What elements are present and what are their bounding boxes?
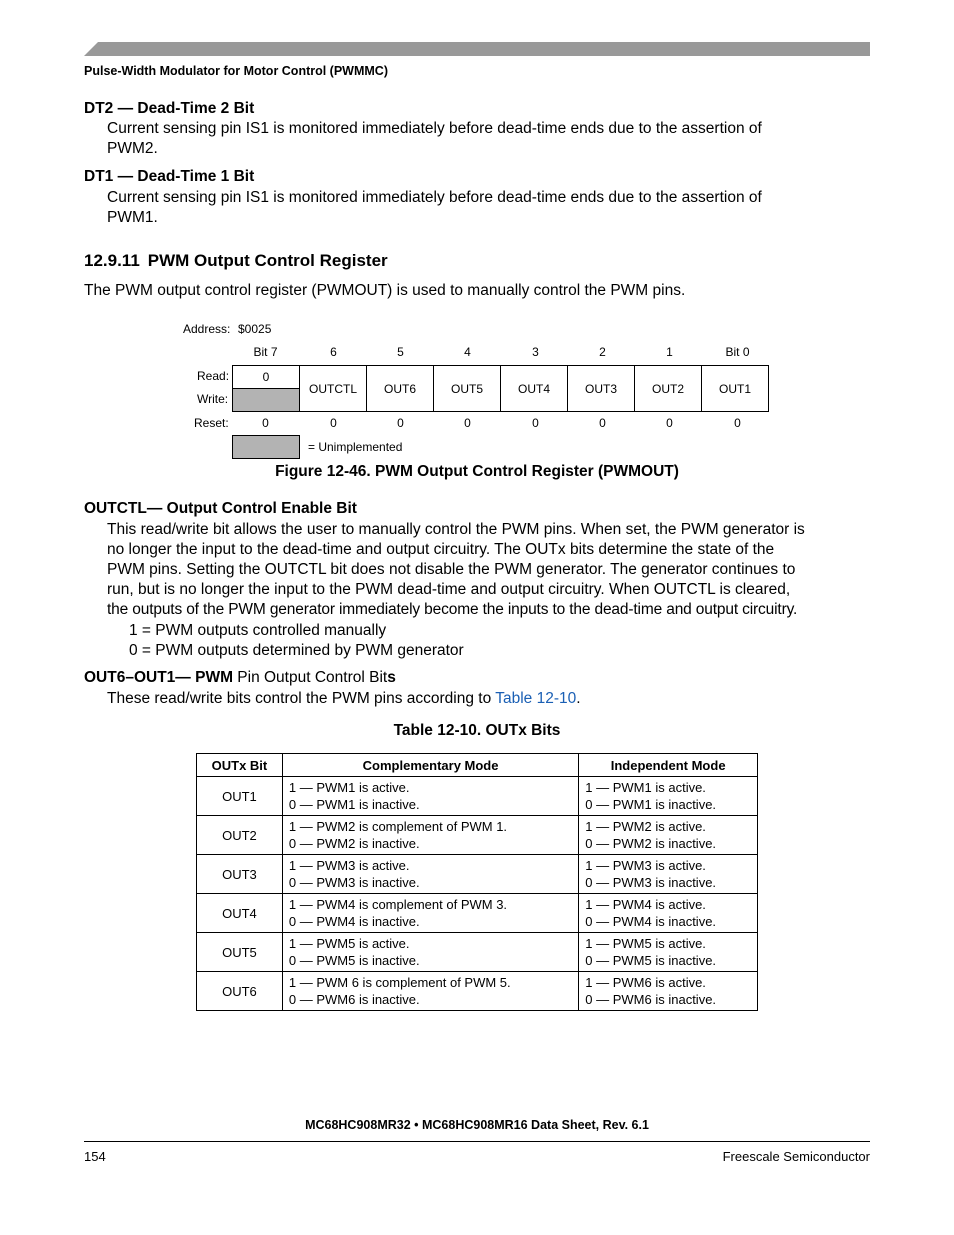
table-row [197,855,758,894]
dt1-description [107,188,872,228]
out-bits-description [107,690,581,708]
out-bits-heading-end: s [387,669,396,686]
comp-active: 1 — PWM 6 is complement of PWM 5. [288,975,511,990]
bit-name: OUT6 [197,972,283,1011]
outctl-description [107,520,877,620]
footer-company: Freescale Semiconductor [722,1149,870,1164]
bit-label-2: 2 [599,345,606,359]
independent-cell [579,777,758,816]
ind-inactive: 0 — PWM1 is inactive. [585,797,717,812]
bit-name: OUT1 [197,777,283,816]
bit-label-1: 1 [666,345,673,359]
comp-active: 1 — PWM4 is complement of PWM 3. [288,897,508,912]
unimplemented-legend: = Unimplemented [308,440,403,454]
ind-inactive: 0 — PWM5 is inactive. [585,953,717,968]
comp-inactive: 0 — PWM3 is inactive. [288,875,420,890]
independent-cell [579,972,758,1011]
independent-cell [579,894,758,933]
comp-inactive: 0 — PWM4 is inactive. [288,914,420,929]
bit-label-0: Bit 0 [725,345,750,359]
bit-label-4: 4 [464,345,471,359]
header-outx-bit: OUTx Bit [197,754,283,777]
field-out3: OUT3 [568,366,635,412]
independent-cell [579,816,758,855]
field-out1: OUT1 [702,366,769,412]
figure-caption: Figure 12-46. PWM Output Control Register (PWMOUT) [275,463,679,480]
reset-bit0: 0 [734,416,741,430]
comp-active: 1 — PWM3 is active. [288,858,410,873]
field-out4: OUT4 [501,366,568,412]
outctl-options [129,621,464,661]
ind-inactive: 0 — PWM3 is inactive. [585,875,717,890]
dt1-heading: DT1 — Dead-Time 1 Bit [84,168,255,185]
table-header-row [197,754,758,777]
bit-label-3: 3 [532,345,539,359]
address-label: Address: [183,322,231,336]
comp-inactive: 0 — PWM1 is inactive. [288,797,420,812]
bit-label-6: 6 [330,345,337,359]
outctl-line-4: run, but is no longer the input to the PWM dead-time and output circuitry. When OUTCTL is cleared, [107,581,791,598]
dt2-line-1: Current sensing pin IS1 is monitored immediately before dead-time ends due to the assertion of [107,120,762,137]
table-caption: Table 12-10. OUTx Bits [393,722,561,739]
bit-label-7: Bit 7 [253,345,278,359]
bit-name: OUT5 [197,933,283,972]
comp-active: 1 — PWM2 is complement of PWM 1. [288,819,508,834]
bit7-read-cell: 0 [233,366,300,389]
out-bits-heading [84,669,396,687]
bit-name: OUT3 [197,855,283,894]
outctl-line-3: PWM pins. Setting the OUTCTL bit does not disable the PWM generator. The generator continues to [107,561,796,578]
dt2-heading: DT2 — Dead-Time 2 Bit [84,100,255,117]
comp-inactive: 0 — PWM2 is inactive. [288,836,420,851]
footer-rule [84,1141,870,1142]
complementary-cell [282,855,578,894]
running-head: Pulse-Width Modulator for Motor Control (PWMMC) [84,64,388,78]
comp-inactive: 0 — PWM6 is inactive. [288,992,420,1007]
complementary-cell [282,894,578,933]
page-number: 154 [84,1149,106,1164]
out-bits-text-after: . [576,690,581,707]
reset-bit6: 0 [330,416,337,430]
bit-name: OUT2 [197,816,283,855]
read-label: Read: [197,369,230,383]
section-title [84,251,388,271]
field-outctl: OUTCTL [300,366,367,412]
dt2-line-2: PWM2. [107,140,158,157]
outctl-heading: OUTCTL— Output Control Enable Bit [84,500,357,517]
section-name: PWM Output Control Register [147,251,388,270]
bit7-write-unimplemented [233,389,300,412]
reset-bit5: 0 [397,416,404,430]
dt1-line-2: PWM1. [107,209,158,226]
outctl-option-0: 0 = PWM outputs determined by PWM generator [129,642,464,659]
ind-active: 1 — PWM1 is active. [585,780,706,795]
out-bits-heading-bold: OUT6–OUT1— PWM [84,669,233,686]
table-row [197,972,758,1011]
register-diagram [232,365,769,412]
outx-bits-table [196,753,758,1011]
table-row [197,777,758,816]
comp-active: 1 — PWM5 is active. [288,936,410,951]
field-out2: OUT2 [635,366,702,412]
reset-bit4: 0 [464,416,471,430]
section-intro: The PWM output control register (PWMOUT) is used to manually control the PWM pins. [84,282,686,299]
outctl-line-2: no longer the input to the dead-time and output circuitry. The OUTx bits determine the state of the [107,541,775,558]
comp-active: 1 — PWM1 is active. [288,780,410,795]
outctl-line-5: the outputs of the PWM generator immediately become the inputs to the dead-time and output circuitry. [107,601,798,618]
ind-inactive: 0 — PWM6 is inactive. [585,992,717,1007]
reset-bit2: 0 [599,416,606,430]
outctl-option-1: 1 = PWM outputs controlled manually [129,622,387,639]
reset-label: Reset: [194,416,229,430]
address-value: $0025 [238,322,272,336]
independent-cell [579,855,758,894]
dt1-line-1: Current sensing pin IS1 is monitored immediately before dead-time ends due to the assertion of [107,189,762,206]
dt2-description [107,119,872,159]
comp-inactive: 0 — PWM5 is inactive. [288,953,420,968]
field-out6: OUT6 [367,366,434,412]
reset-bit3: 0 [532,416,539,430]
ind-active: 1 — PWM4 is active. [585,897,706,912]
table-12-10-link[interactable]: Table 12-10 [495,690,577,707]
bit-label-5: 5 [397,345,404,359]
complementary-cell [282,972,578,1011]
complementary-cell [282,816,578,855]
ind-inactive: 0 — PWM2 is inactive. [585,836,717,851]
bit-name: OUT4 [197,894,283,933]
header-complementary-mode: Complementary Mode [282,754,578,777]
ind-active: 1 — PWM6 is active. [585,975,706,990]
field-out5: OUT5 [434,366,501,412]
ind-active: 1 — PWM3 is active. [585,858,706,873]
footer-doc-title: MC68HC908MR32 • MC68HC908MR16 Data Sheet, Rev. 6.1 [305,1118,649,1132]
complementary-cell [282,933,578,972]
header-independent-mode: Independent Mode [579,754,758,777]
out-bits-heading-normal: Pin Output Control Bit [232,669,388,686]
independent-cell [579,933,758,972]
outctl-line-1: This read/write bit allows the user to manually control the PWM pins. When set, the PWM generator is [107,521,805,538]
table-row [197,816,758,855]
unimplemented-swatch [232,435,300,459]
ind-inactive: 0 — PWM4 is inactive. [585,914,717,929]
reset-bit1: 0 [666,416,673,430]
write-label: Write: [197,392,229,406]
section-number: 12.9.11 [84,251,140,270]
header-banner [84,42,870,56]
reset-bit7: 0 [262,416,269,430]
ind-active: 1 — PWM2 is active. [585,819,706,834]
table-row [197,894,758,933]
ind-active: 1 — PWM5 is active. [585,936,706,951]
complementary-cell [282,777,578,816]
out-bits-text-before: These read/write bits control the PWM pins according to [107,690,496,707]
table-row [197,933,758,972]
